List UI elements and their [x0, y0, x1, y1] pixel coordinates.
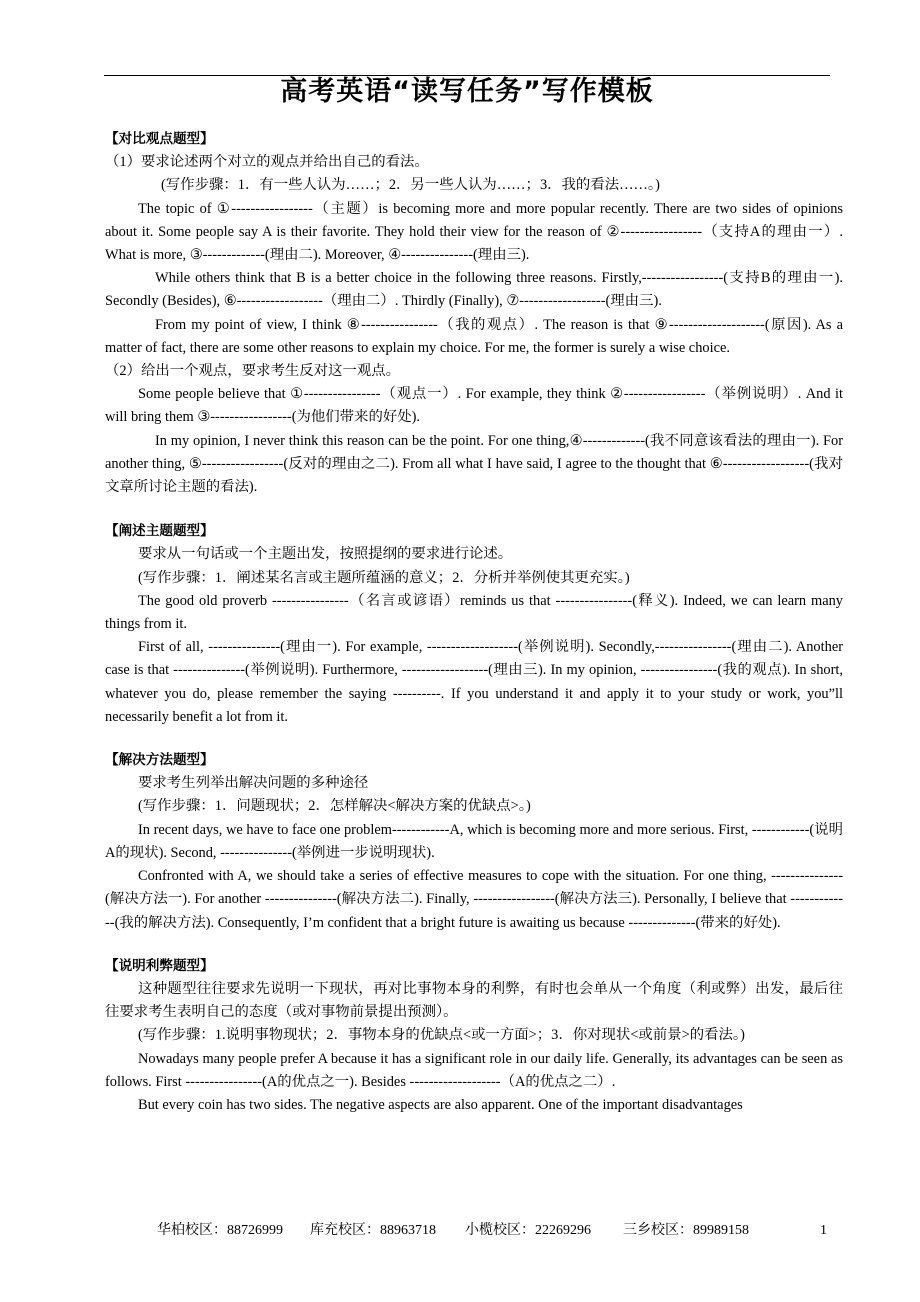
paragraph: （2）给出一个观点，要求考生反对这一观点。	[105, 363, 401, 380]
footer-campus-phone: 库充校区：88963718	[310, 1223, 436, 1238]
paragraph: The good old proverb ----------------（名言或谚语）reminds us that ----------------(释义). Indeed, we can learn many things from it.	[105, 592, 843, 633]
footer-campus-phone: 小榄校区：22269296	[465, 1223, 591, 1238]
writing-steps: (写作步骤：1．问题现状；2．怎样解决<解决方案的优缺点>。)	[138, 798, 531, 815]
paragraph: （1）要求论述两个对立的观点并给出自己的看法。	[105, 154, 429, 171]
paragraph: While others think that B is a better choice in the following three reasons. Firstly,-----------------(支持B的理由一). Secondly (Besides), ⑥------------------（理由二）. Thirdly (Finally), ⑦------------------(理由三).	[105, 270, 843, 310]
paragraph: From my point of view, I think ⑧----------------（我的观点）. The reason is that ⑨--------------------(原因). As a matter of fact, there are some other reasons to explain my choice. For me, the former is surely a wise choice.	[105, 316, 843, 356]
paragraph: 要求从一句话或一个主题出发，按照提纲的要求进行论述。	[138, 546, 513, 563]
page-number: 1	[820, 1223, 827, 1238]
footer-campus-phone: 华柏校区：88726999	[157, 1223, 283, 1238]
paragraph: Some people believe that ①----------------（观点一）. For example, they think ②-----------------（举例说明）. And it will bring them ③-----------------(为他们带来的好处).	[105, 386, 843, 426]
section-heading: 【对比观点题型】	[105, 131, 214, 147]
paragraph: 这种题型往往要求先说明一下现状，再对比事物本身的利弊，有时也会单从一个角度（利或弊）出发，最后往往要求考生表明自己的态度（或对事物前景提出预测）。	[105, 980, 843, 1021]
paragraph: In recent days, we have to face one problem------------A, which is becoming more and more serious. First, ------------(说明A的现状). Second, ---------------(举例进一步说明现状).	[105, 821, 843, 861]
document-body	[105, 128, 843, 1117]
page-title: 高考英语“读写任务”写作模板	[280, 76, 654, 107]
paragraph: In my opinion, I never think this reason can be the point. For one thing,④-------------(我不同意该看法的理由一). For another thing, ⑤-----------------(反对的理由之二). From all what I have said, I agree to the thought that ⑥------------------(我对文章所讨论主题的看法).	[105, 432, 843, 496]
section-heading: 【说明利弊题型】	[105, 957, 214, 974]
footer-campus-phone: 三乡校区：89989158	[623, 1223, 749, 1238]
paragraph: Confronted with A, we should take a series of effective measures to cope with the situation. For one thing, ---------------(解决方法一). For another ---------------(解决方法二). Finally, -----------------(解决方法三). Personally, I believe that -------------(我的解决方法). Consequently, I’m confident that a bright future is awaiting us because --------------(带来的好处).	[105, 868, 843, 931]
section-heading: 【解决方法题型】	[105, 752, 214, 769]
section-heading: 【阐述主题题型】	[105, 523, 214, 540]
paragraph: But every coin has two sides. The negative aspects are also apparent. One of the important disadvantages	[138, 1096, 743, 1113]
writing-steps: (写作步骤：1.说明事物现状；2．事物本身的优缺点<或一方面>；3．你对现状<或前景>的看法。)	[138, 1027, 745, 1044]
paragraph: First of all, ---------------(理由一). For example, -------------------(举例说明). Secondly,----------------(理由二). Another case is that ---------------(举例说明). Furthermore, ------------------(理由三). In my opinion, ----------------(我的观点). In short, whatever you do, please remember the saying ----------. If you understand it and apply it to your study or work, you”ll necessarily benefit a lot from it.	[105, 639, 843, 725]
paragraph: 要求考生列举出解决问题的多种途径	[138, 775, 369, 792]
page-footer	[105, 1219, 830, 1243]
writing-steps: (写作步骤：1．有一些人认为……；2．另一些人认为……；3．我的看法……。)	[161, 177, 660, 194]
paragraph: Nowadays many people prefer A because it has a significant role in our daily life. Generally, its advantages can be seen as follows. First ----------------(A的优点之一). Besides -------------------（A的优点之二）.	[105, 1050, 843, 1090]
paragraph: The topic of ①-----------------（主题）is becoming more and more popular recently. There are two sides of opinions about it. Some people say A is their favorite. They hold their view for the reason of ②-----------------（支持A的理由一）. What is more, ③-------------(理由二). Moreover, ④---------------(理由三).	[105, 200, 843, 264]
writing-steps: (写作步骤：1．阐述某名言或主题所蕴涵的意义；2．分析并举例使其更充实。)	[138, 569, 630, 586]
